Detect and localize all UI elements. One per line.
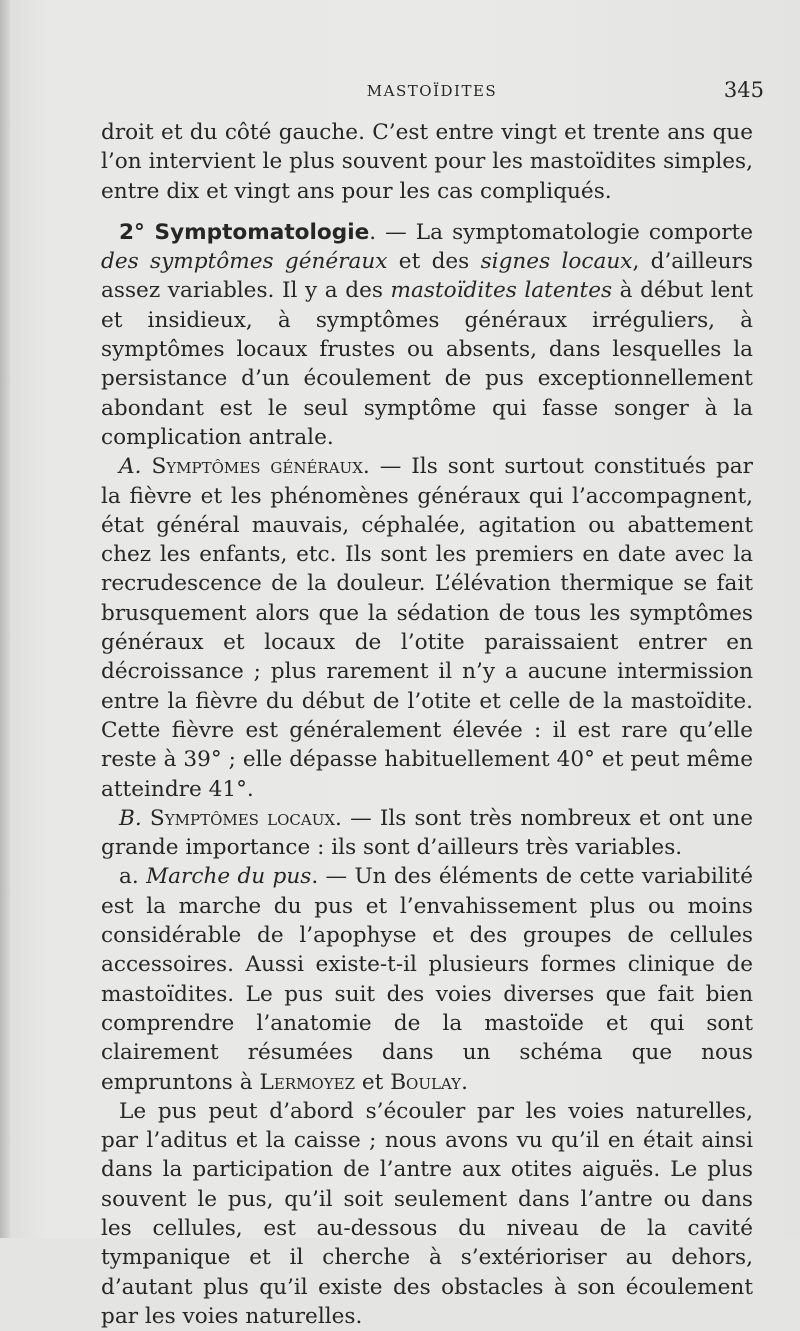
subsection-heading-a: Symptômes généraux [151,454,363,480]
paragraph-marche-du-pus: a. Marche du pus. — Un des éléments de cette variabilité est la marche du pus et l’envahissement plus ou moins considérable de l’apophyse et des groupes de cellules accessoires. Aussi existe-t-il plusieurs formes clinique de mastoïdites. Le pus suit des voies diverses que fait bien comprendre l’anatomie de la mastoïde et qui sont clairement résumées dans un schéma que nous empruntons à Lermoyez et Boulay. [101,864,754,1095]
page-header [100,78,764,106]
running-title: MASTOÏDITES [366,82,498,100]
section-symptomatologie: 2° Symptomatologie. — La symptomatologie comporte des symptômes généraux et des signes locaux, d’ailleurs assez variables. Il y a des mastoïdites latentes à début lent et insidieux, à symptômes généraux irréguliers, à symptômes locaux frustes ou absents, dans lesquelles la persistance d’un écoulement de pus exceptionnellement abondant est le seul symptôme qui fasse songer à la complication antrale. [101,219,754,450]
subsection-heading-marche: Marche du pus [146,864,312,890]
author-name: Lermoyez [259,1069,355,1095]
paragraph-symptomes-generaux: A. Symptômes généraux. — Ils sont surtout constitués par la fièvre et les phénomènes généraux qui l’accompagnent, état général mauvais, céphalée, agitation ou abattement chez les enfants, etc. Ils sont les premiers en date avec la recrudescence de la douleur. L’élévation thermique se fait brusquement alors que la sédation de tous les symptômes généraux et locaux de l’otite paraissaient entrer en décroissance ; plus rarement il n’y a aucune intermission entre la fièvre du début de l’otite et celle de la mastoïdite. Cette fièvre est généralement élevée : il est rare qu’elle reste à 39° ; elle dépasse habituellement 40° et peut même atteindre 41°. [101,454,753,802]
paragraph-voies-naturelles: Le pus peut d’abord s’écouler par les voies naturelles, par l’aditus et la caisse ; nous avons vu qu’il en était ainsi dans la participation de l’antre aux otites aiguës. Le plus souvent le pus, qu’il soit seulement dans l’antre ou dans les cellules, est au-dessous du niveau de la cavité tympanique et il cherche à s’extérioriser au dehors, d’autant plus qu’il existe des obstacles à son écoulement par les voies naturelles. [101,1098,753,1329]
body-text [101,118,753,1331]
subsection-heading-b: Symptômes locaux [149,805,336,831]
paragraph-continuation: droit et du côté gauche. C’est entre vingt et trente ans que l’on intervient le plus souvent pour les mastoïdites simples, entre dix et vingt ans pour les cas compliqués. [101,120,753,204]
author-name: Boulay [390,1069,462,1095]
page-edge-shadow [0,0,10,1238]
page-number: 345 [723,78,764,102]
paragraph-symptomes-locaux: B. Symptômes locaux. — Ils sont très nombreux et ont une grande importance : ils sont d’ailleurs très variables. [101,805,753,861]
section-heading: 2° Symptomatologie [119,219,370,245]
